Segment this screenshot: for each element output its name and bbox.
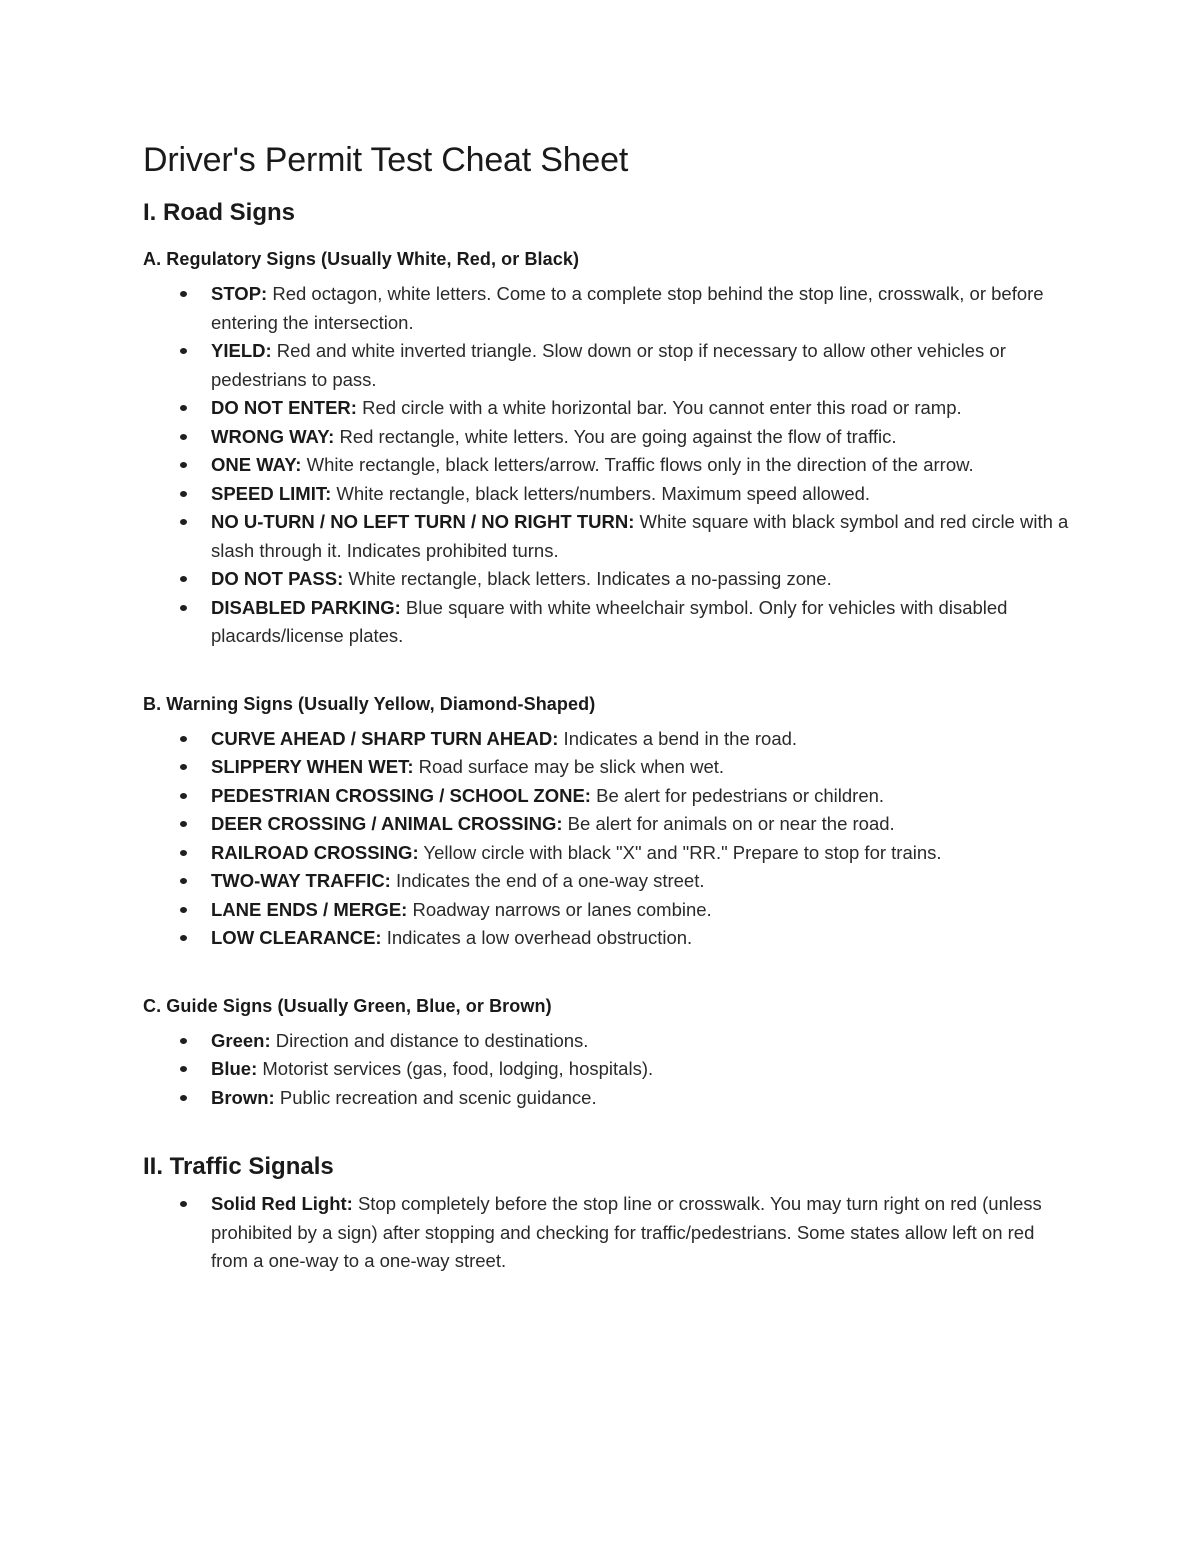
item-text: White rectangle, black letters. Indicates a no-passing zone. xyxy=(343,568,832,589)
regulatory-signs-list xyxy=(143,280,1073,651)
item-term: PEDESTRIAN CROSSING / SCHOOL ZONE: xyxy=(211,784,591,806)
bullet-icon xyxy=(180,519,187,525)
list-item xyxy=(143,1084,1073,1113)
item-text: Be alert for pedestrians or children. xyxy=(590,784,885,806)
item-term: Brown: xyxy=(211,1086,275,1108)
section-heading-traffic-signals: II. Traffic Signals xyxy=(143,1153,334,1180)
bullet-icon xyxy=(180,1066,187,1072)
item-term: NO U-TURN / NO LEFT TURN / NO RIGHT TURN: xyxy=(211,511,635,532)
item-term: SPEED LIMIT: xyxy=(211,482,332,504)
list-item xyxy=(143,924,1073,953)
bullet-icon xyxy=(180,405,187,411)
item-term: DO NOT ENTER: xyxy=(211,397,357,418)
bullet-icon xyxy=(180,1095,187,1101)
item-term: LANE ENDS / MERGE: xyxy=(211,898,408,920)
bullet-icon xyxy=(180,576,187,582)
item-text: Public recreation and scenic guidance. xyxy=(274,1086,597,1108)
item-term: DO NOT PASS: xyxy=(211,568,344,589)
list-item xyxy=(143,508,1073,565)
item-text: Be alert for animals on or near the road. xyxy=(562,813,895,834)
item-text: Road surface may be slick when wet. xyxy=(413,756,725,777)
bullet-icon xyxy=(180,907,187,913)
item-term: DEER CROSSING / ANIMAL CROSSING: xyxy=(211,813,563,834)
item-text: Indicates a low overhead obstruction. xyxy=(381,927,693,948)
item-text: White rectangle, black letters/numbers. Maximum speed allowed. xyxy=(331,482,871,504)
item-text: Yellow circle with black "X" and "RR." Prepare to stop for trains. xyxy=(418,841,942,863)
item-text: Red circle with a white horizontal bar. You cannot enter this road or ramp. xyxy=(356,397,962,418)
item-text: Indicates a bend in the road. xyxy=(558,727,798,749)
list-item xyxy=(143,810,1073,839)
section-heading-road-signs: I. Road Signs xyxy=(143,199,296,226)
list-item xyxy=(143,594,1073,651)
traffic-signals-list xyxy=(143,1190,1073,1276)
item-text: Stop completely before the stop line or crosswalk. You may turn right on red (unless prohibited by a sign) after stopping and checking for traffic/pedestrians. Some states allow left on red from a one-way to a one-way street. xyxy=(211,1193,1042,1271)
item-text: Direction and distance to destinations. xyxy=(270,1029,589,1051)
item-term: DISABLED PARKING: xyxy=(211,596,401,618)
item-term: ONE WAY: xyxy=(211,454,302,475)
warning-signs-list xyxy=(143,725,1073,953)
guide-signs-list xyxy=(143,1027,1073,1113)
document-title: Driver's Permit Test Cheat Sheet xyxy=(143,141,629,179)
list-item xyxy=(143,394,1073,423)
document-page xyxy=(143,138,1073,1276)
bullet-icon xyxy=(180,1201,187,1207)
bullet-icon xyxy=(180,793,187,799)
item-text: Indicates the end of a one-way street. xyxy=(390,870,705,891)
bullet-icon xyxy=(180,935,187,941)
bullet-icon xyxy=(180,821,187,827)
item-term: STOP: xyxy=(211,283,268,304)
item-term: WRONG WAY: xyxy=(211,425,335,447)
bullet-icon xyxy=(180,348,187,354)
item-term: RAILROAD CROSSING: xyxy=(211,841,419,863)
item-text: Red and white inverted triangle. Slow down or stop if necessary to allow other vehicles or pedestrians to pass. xyxy=(211,340,1006,390)
item-term: Solid Red Light: xyxy=(211,1193,353,1214)
subsection-heading-regulatory: A. Regulatory Signs (Usually White, Red, or Black) xyxy=(143,249,580,269)
item-term: CURVE AHEAD / SHARP TURN AHEAD: xyxy=(211,727,559,749)
bullet-icon xyxy=(180,462,187,468)
list-item xyxy=(143,839,1073,868)
item-term: Green: xyxy=(211,1029,271,1051)
item-text: White square with black symbol and red circle with a slash through it. Indicates prohibited turns. xyxy=(211,511,1069,561)
bullet-icon xyxy=(180,491,187,497)
list-item xyxy=(143,782,1073,811)
bullet-icon xyxy=(180,1038,187,1044)
list-item xyxy=(143,280,1073,337)
list-item xyxy=(143,423,1073,452)
list-item xyxy=(143,725,1073,754)
subsection-heading-warning: B. Warning Signs (Usually Yellow, Diamond-Shaped) xyxy=(143,693,596,714)
list-item xyxy=(143,867,1073,896)
item-term: SLIPPERY WHEN WET: xyxy=(211,756,414,777)
bullet-icon xyxy=(180,764,187,770)
list-item xyxy=(143,1190,1073,1276)
item-text: Roadway narrows or lanes combine. xyxy=(407,898,712,920)
bullet-icon xyxy=(180,291,187,297)
bullet-icon xyxy=(180,878,187,884)
bullet-icon xyxy=(180,850,187,856)
item-term: Blue: xyxy=(211,1058,258,1079)
list-item xyxy=(143,1027,1073,1056)
bullet-icon xyxy=(180,736,187,742)
item-term: YIELD: xyxy=(211,340,272,361)
list-item xyxy=(143,896,1073,925)
item-text: Red rectangle, white letters. You are going against the flow of traffic. xyxy=(334,425,897,447)
list-item xyxy=(143,337,1073,394)
list-item xyxy=(143,565,1073,594)
list-item xyxy=(143,480,1073,509)
bullet-icon xyxy=(180,434,187,440)
item-text: Motorist services (gas, food, lodging, hospitals). xyxy=(257,1058,654,1079)
list-item xyxy=(143,753,1073,782)
item-text: Red octagon, white letters. Come to a complete stop behind the stop line, crosswalk, or before entering the intersection. xyxy=(211,283,1044,333)
list-item xyxy=(143,1055,1073,1084)
bullet-icon xyxy=(180,605,187,611)
item-term: LOW CLEARANCE: xyxy=(211,927,382,948)
item-text: White rectangle, black letters/arrow. Traffic flows only in the direction of the arrow. xyxy=(301,454,974,475)
item-text: Blue square with white wheelchair symbol. Only for vehicles with disabled placards/license plates. xyxy=(211,596,1008,646)
item-term: TWO-WAY TRAFFIC: xyxy=(211,870,391,891)
list-item xyxy=(143,451,1073,480)
subsection-heading-guide: C. Guide Signs (Usually Green, Blue, or Brown) xyxy=(143,995,552,1016)
